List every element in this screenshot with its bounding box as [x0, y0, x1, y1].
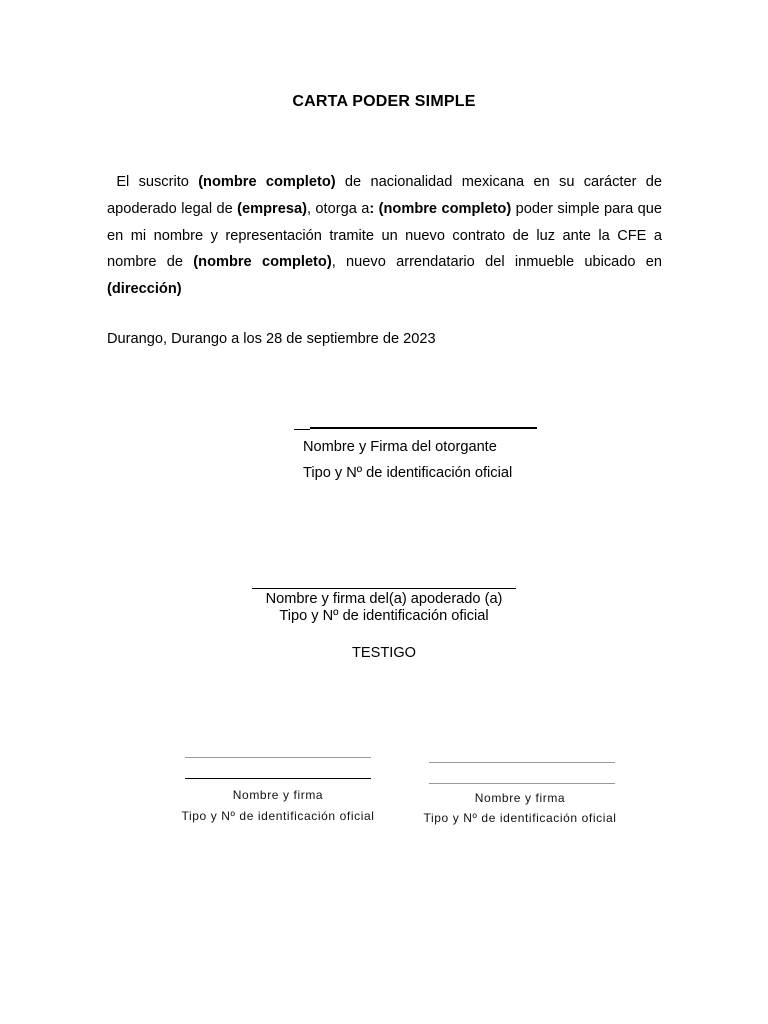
witness-2-signature-line [429, 783, 615, 784]
text-segment: de nacionalidad mexicana en su carácter de apoderado legal de [107, 174, 663, 217]
witness-1-signature-line-upper [185, 757, 371, 758]
body-paragraph [107, 169, 662, 303]
placeholder-empresa: (empresa) [237, 200, 307, 217]
testigo-heading: TESTIGO [351, 645, 417, 661]
apoderado-id-label: Tipo y Nº de identificación oficial [279, 608, 489, 624]
placeholder-nombre-suscrito: (nombre completo) [198, 174, 336, 190]
witness-2-signature-line-upper [429, 762, 615, 763]
placeholder-direccion: (dirección) [107, 281, 182, 298]
otorgante-signature-label: Nombre y Firma del otorgante [303, 439, 497, 455]
witness-1-signature-label: Nombre y firma [232, 788, 324, 802]
placeholder-nombre-apoderado: : (nombre completo) [369, 200, 512, 217]
apoderado-signature-label: Nombre y firma del(a) apoderado (a) [265, 591, 503, 607]
document-title: CARTA PODER SIMPLE [292, 93, 476, 110]
signature-line-otorgante-lead [294, 429, 310, 430]
text-segment: poder simple para que en mi nombre y representación tramite un nuevo contrato de luz ante la CFE a nombre de [107, 200, 662, 271]
date-line: Durango, Durango a los 28 de septiembre de 2023 [107, 331, 436, 347]
witness-1-id-label: Tipo y Nº de identificación oficial [181, 809, 375, 823]
signature-line-apoderado [252, 588, 516, 589]
placeholder-nombre-arrendatario: (nombre completo) [193, 254, 332, 271]
otorgante-id-label: Tipo y Nº de identificación oficial [303, 465, 513, 481]
text-segment: , nuevo arrendatario del inmueble ubicado en [331, 254, 663, 271]
witness-2-id-label: Tipo y Nº de identificación oficial [423, 811, 617, 825]
text-segment: , otorga a [306, 200, 370, 217]
witness-1-signature-line [185, 778, 371, 779]
witness-2-signature-label: Nombre y firma [474, 791, 566, 805]
text-segment: El suscrito [116, 174, 199, 190]
signature-line-otorgante [310, 427, 537, 429]
